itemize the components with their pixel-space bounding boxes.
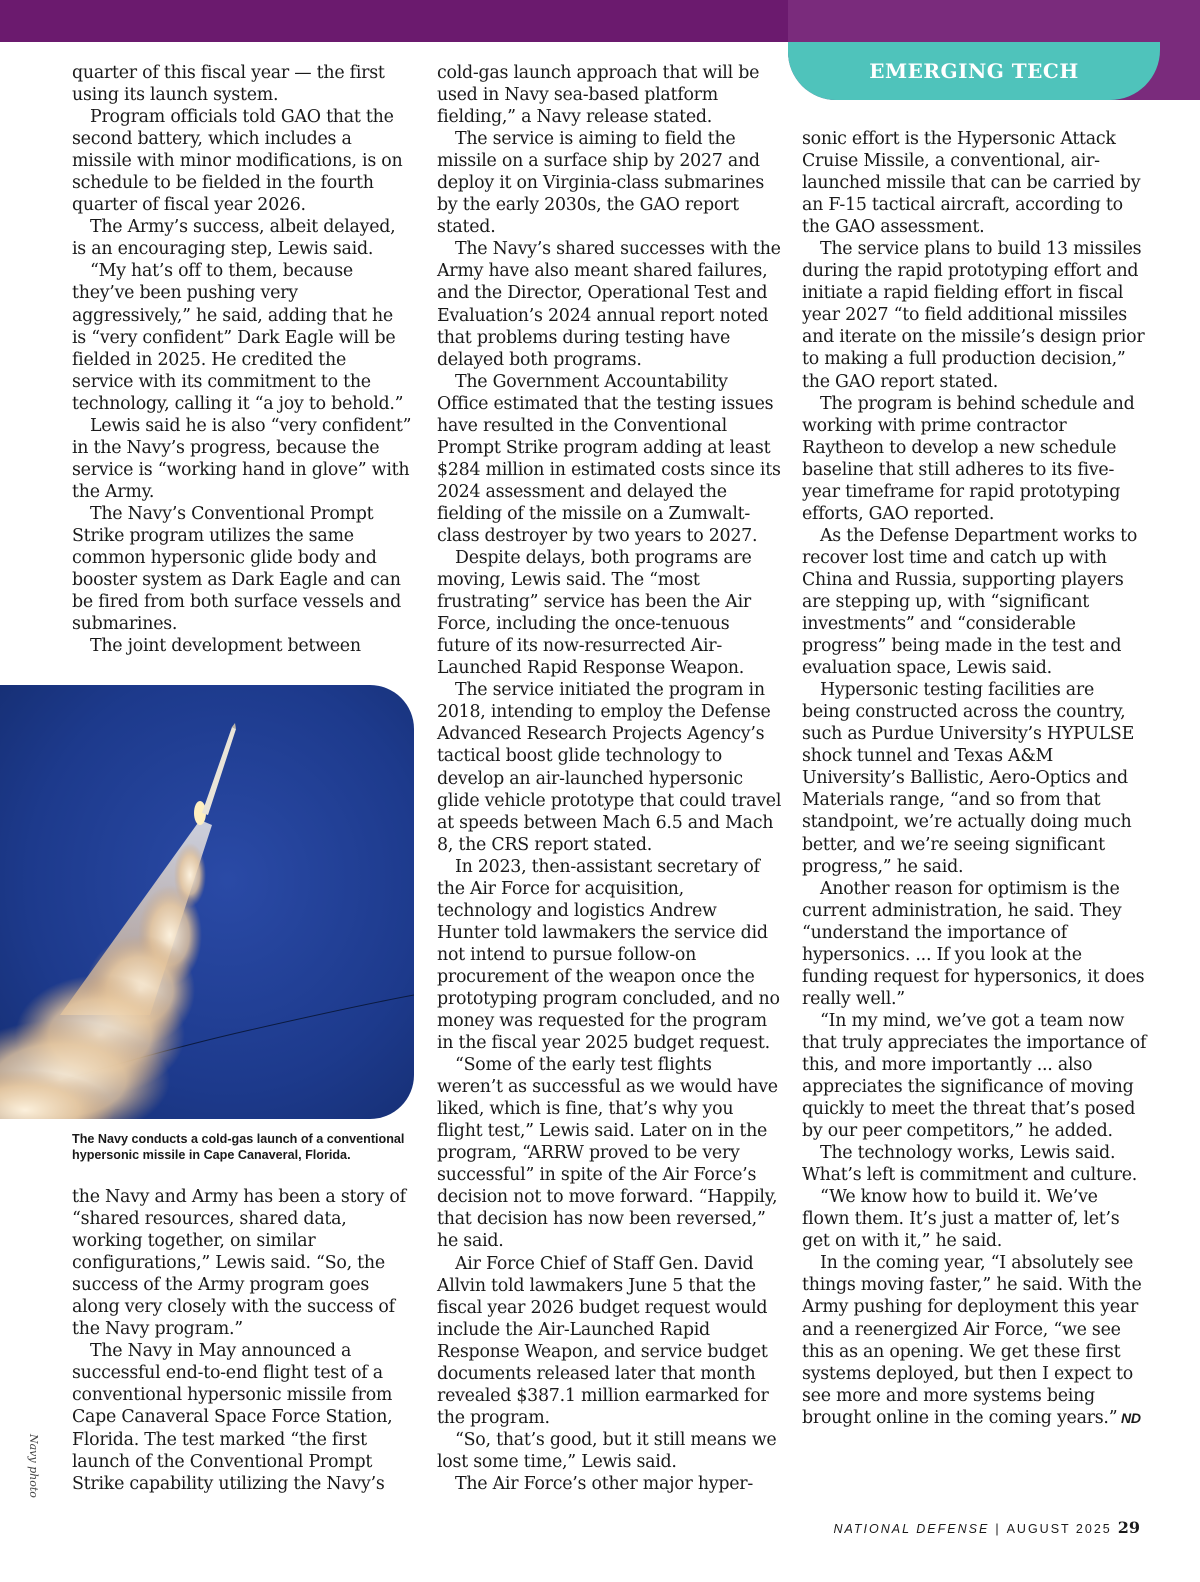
paragraph: Program officials told GAO that the second battery, which includes a missile with minor modifications, is on schedule to be fielded in the fourth quarter of fiscal year 2026. <box>72 107 403 216</box>
article-column-2 <box>437 62 782 1495</box>
end-mark: ND <box>1117 1409 1141 1426</box>
paragraph: The Navy in May announced a successful end-to-end flight test of a conventional hypersonic missile from Cape Canaveral Space Force Station, Florida. The test marked “the first launch of the Conventional Prompt Strike capability utilizing the Navy’s <box>72 1341 393 1494</box>
paragraph: Lewis said he is also “very confident” in the Navy’s progress, because the service is “working hand in glove” with the Army. <box>72 415 412 502</box>
paragraph: The service is aiming to field the missile on a surface ship by 2027 and deploy it on Virginia-class submarines by the early 2030s, the GAO report stated. <box>437 129 765 238</box>
paragraph: the Navy and Army has been a story of “shared resources, shared data, working together, on similar configurations,” Lewis said. “So, the success of the Army program goes along very closely with the success of the Navy program.” <box>72 1187 406 1340</box>
section-label: EMERGING TECH <box>869 59 1079 83</box>
article-column-3 <box>802 128 1147 1429</box>
issue-date: AUGUST 2025 <box>1006 1522 1112 1536</box>
paragraph: “Some of the early test flights weren’t as successful as we would have liked, which is fine, that’s why you flight test,” Lewis said. Later on in the program, “ARRW proved to be very successful” in spite of the Air Force’s decision not to move forward. “Happily, that decision has now been reversed,” he said. <box>437 1055 778 1252</box>
paragraph: cold-gas launch approach that will be used in Navy sea-based platform fielding,” a Navy release stated. <box>437 63 760 128</box>
paragraph: The Government Accountability Office estimated that the testing issues have resulted in the Conventional Prompt Strike program adding at least $284 million in estimated costs since its 2024 assessment and delayed the fielding of the missile on a Zumwalt-class destroyer by two years to 2027. <box>437 371 781 546</box>
photo-credit: Navy photo <box>27 1434 40 1498</box>
section-tab <box>788 42 1160 100</box>
paragraph: Hypersonic testing facilities are being constructed across the country, such as Purdue University’s HYPULSE shock tunnel and Texas A&M University’s Ballistic, Aero-Optics and Materials range, “and so from that standpoint, we’re actually doing much better, and we’re seeing significant progress,” he said. <box>802 680 1135 877</box>
article-column-1 <box>72 62 412 657</box>
publication-name: NATIONAL DEFENSE <box>833 1522 990 1536</box>
paragraph: The service plans to build 13 missiles during the rapid prototyping effort and initiate a rapid fielding effort in fiscal year 2027 “to field additional missiles and iterate on the missile’s design prior to making a full production decision,” the GAO report stated. <box>802 239 1145 392</box>
paragraph: The Air Force’s other major hyper- <box>455 1474 753 1494</box>
footer-separator: | <box>995 1522 1001 1536</box>
paragraph: “My hat’s off to them, because they’ve been pushing very aggressively,” he said, adding that he is “very confident” Dark Eagle will be fielded in 2025. He credited the service with its commitment to the technology, calling it “a joy to behold.” <box>72 261 404 414</box>
missile-launch-photo <box>0 685 414 1119</box>
paragraph: sonic effort is the Hypersonic Attack Cruise Missile, a conventional, air-launched missile that can be carried by an F-15 tactical aircraft, according to the GAO assessment. <box>802 129 1141 238</box>
page-footer <box>833 1518 1140 1537</box>
paragraph: The Navy’s Conventional Prompt Strike program utilizes the same common hypersonic glide body and booster system as Dark Eagle and can be fired from both surface vessels and submarines. <box>72 503 402 635</box>
article-column-1-continued <box>72 1186 412 1495</box>
paragraph: Another reason for optimism is the current administration, he said. They “understand the importance of hypersonics. ... If you look at the funding request for hypersonics, it does really well.” <box>802 878 1145 1009</box>
paragraph: “In my mind, we’ve got a team now that truly appreciates the importance of this, and more importantly ... also appreciates the significance of moving quickly to meet the threat that’s posed by our peer competitors,” he added. <box>802 1010 1147 1142</box>
paragraph: The Navy’s shared successes with the Army have also meant shared failures, and the Director, Operational Test and Evaluation’s 2024 annual report noted that problems during testing have delayed both programs. <box>437 239 781 370</box>
paragraph: In 2023, then-assistant secretary of the Air Force for acquisition, technology and logistics Andrew Hunter told lawmakers the service did not intend to pursue follow-on procurement of the weapon once the prototyping program concluded, and no money was requested for the program in the fiscal year 2025 budget request. <box>437 856 780 1054</box>
paragraph: The program is behind schedule and working with prime contractor Raytheon to develop a new schedule baseline that still adheres to its five-year timeframe for rapid prototyping efforts, GAO reported. <box>802 393 1135 524</box>
paragraph: Air Force Chief of Staff Gen. David Allvin told lawmakers June 5 that the fiscal year 2026 budget request would include the Air-Launched Rapid Response Weapon, and service budget documents released later that month revealed $387.1 million earmarked for the program. <box>437 1253 769 1428</box>
paragraph: “So, that’s good, but it still means we lost some time,” Lewis said. <box>437 1429 777 1472</box>
paragraph: “We know how to build it. We’ve flown them. It’s just a matter of, let’s get on with it,” he said. <box>802 1187 1120 1252</box>
paragraph: quarter of this fiscal year — the first using its launch system. <box>72 63 385 106</box>
paragraph: The Army’s success, albeit delayed, is an encouraging step, Lewis said. <box>72 217 396 260</box>
paragraph: In the coming year, “I absolutely see things moving faster,” he said. With the Army pushing for deployment this year and a reenergized Air Force, “we see this as an opening. We get these first systems deployed, but then I expect to see more and more systems being brought online in the coming years.” ND <box>802 1253 1142 1428</box>
paragraph: The technology works, Lewis said. What’s left is commitment and culture. <box>802 1143 1138 1186</box>
paragraph: The service initiated the program in 2018, intending to employ the Defense Advanced Research Projects Agency’s tactical boost glide technology to develop an air-launched hypersonic glide vehicle prototype that could travel at speeds between Mach 6.5 and Mach 8, the CRS report stated. <box>437 680 782 855</box>
photo-caption: The Navy conducts a cold-gas launch of a conventional hypersonic missile in Cape Canaveral, Florida. <box>72 1132 405 1162</box>
paragraph: As the Defense Department works to recover lost time and catch up with China and Russia, supporting players are stepping up, with “significant investments” and “considerable progress” being made in the test and evaluation space, Lewis said. <box>802 525 1138 679</box>
paragraph: Despite delays, both programs are moving, Lewis said. The “most frustrating” service has been the Air Force, including the once-tenuous future of its now-resurrected Air-Launched Rapid Response Weapon. <box>437 548 752 679</box>
paragraph: The joint development between <box>90 636 361 657</box>
page-number: 29 <box>1117 1518 1140 1537</box>
